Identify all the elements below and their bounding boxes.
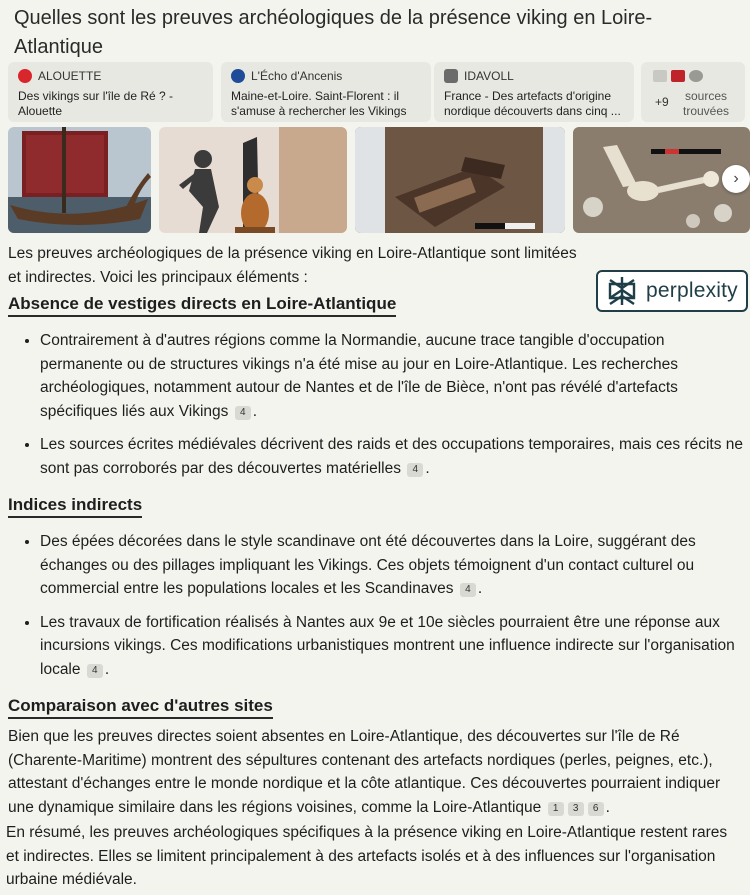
source-site: L'Écho d'Ancenis <box>251 69 343 83</box>
viking-ship-image[interactable] <box>8 127 151 233</box>
bullet-list <box>8 530 743 681</box>
source-card-idavoll[interactable] <box>434 62 634 122</box>
list-item: • Contrairement à d'autres régions comme la Normandie, aucune trace tangible d'occupation permanente ou de structures vikings n'a été mise au jour en Loire-Atlantique. Les recherches archéologiques, notamment autour de Nantes et de l'île de Bièce, n'ont pas révélé d'artefacts spécifiques liés aux Vikings 4 . <box>40 329 743 423</box>
answer-intro: Les preuves archéologiques de la présence viking en Loire-Atlantique sont limitées et indirectes. Voici les principaux éléments : <box>8 245 577 286</box>
globe-icon <box>689 70 703 82</box>
viking-figures-image[interactable] <box>159 127 347 233</box>
source-site: ALOUETTE <box>38 69 102 83</box>
image-carousel <box>8 127 750 235</box>
citation-badge[interactable]: 6 <box>588 802 604 816</box>
more-sources-button[interactable] <box>641 62 745 122</box>
list-item: • Les travaux de fortification réalisés à Nantes aux 9e et 10e siècles pourraient être une réponse aux incursions vikings. Ces modifications urbanistiques montrent une influence indirecte sur l'organisation locale 4 . <box>40 611 743 682</box>
citation-badge[interactable]: 4 <box>87 664 103 678</box>
sources-row <box>8 62 738 124</box>
alouette-logo-icon <box>18 69 32 83</box>
excavation-artifact-image[interactable] <box>355 127 565 233</box>
source-favicon-icon <box>653 70 667 82</box>
answer-body <box>8 242 743 892</box>
list-item: • Des épées décorées dans le style scandinave ont été découvertes dans la Loire, suggérant des échanges ou des pillages impliquant les Vikings. Ces objets témoignent d'un contact culturel ou commercial entre les populations locales et les Scandinaves 4 . <box>40 530 743 601</box>
section-heading: Indices indirects <box>8 494 142 518</box>
more-sources-label: sources trouvées <box>682 89 730 118</box>
source-title: Des vikings sur l'île de Ré ? - Alouette <box>18 89 174 118</box>
source-site: IDAVOLL <box>464 69 514 83</box>
echo-ancenis-logo-icon <box>231 69 245 83</box>
source-favicon-icon <box>671 70 685 82</box>
citation-badge[interactable]: 4 <box>235 406 251 420</box>
citation-badge[interactable]: 4 <box>460 583 476 597</box>
section-heading: Absence de vestiges directs en Loire-Atlantique <box>8 293 396 317</box>
section-paragraph: Bien que les preuves directes soient absentes en Loire-Atlantique, des découvertes sur l'île de Ré (Charente-Maritime) montrent des sépultures contenant des artefacts nordiques (perles, peignes, etc.), attestant d'échanges entre le monde nordique et la côte atlantique. Ces découvertes pourraient indiquer une dynamique similaire dans les régions voisines, comme la Loire-Atlantique 1 3 6 . <box>8 728 721 816</box>
citation-badge[interactable]: 1 <box>548 802 564 816</box>
question-title: Quelles sont les preuves archéologiques de la présence viking en Loire-Atlantique <box>14 7 653 58</box>
perplexity-wordmark: perplexity <box>646 279 738 302</box>
source-card-alouette[interactable] <box>8 62 213 122</box>
citation-badge[interactable]: 3 <box>568 802 584 816</box>
carousel-next-button[interactable] <box>722 165 750 193</box>
answer-conclusion: En résumé, les preuves archéologiques spécifiques à la présence viking en Loire-Atlantique restent rares et indirectes. Elles se limitent principalement à des artefacts isolés et à des influences sur l'organisation urbaine médiévale. <box>6 824 728 888</box>
source-title: France - Des artefacts d'origine nordique découverts dans cinq ... <box>444 89 621 118</box>
idavoll-logo-icon <box>444 69 458 83</box>
citation-badge[interactable]: 4 <box>407 463 423 477</box>
bullet-list <box>8 329 743 480</box>
more-sources-count: +9 <box>655 95 669 109</box>
chevron-right-icon: › <box>733 170 739 187</box>
source-title: Maine-et-Loire. Saint-Florent : il s'amuse à rechercher les Vikings <box>231 89 407 118</box>
section-heading: Comparaison avec d'autres sites <box>8 695 273 719</box>
list-item: • Les sources écrites médiévales décrivent des raids et des occupations temporaires, mais ces récits ne sont pas corroborés par des découvertes matérielles 4 . <box>40 433 743 480</box>
source-card-echo-ancenis[interactable] <box>221 62 431 122</box>
